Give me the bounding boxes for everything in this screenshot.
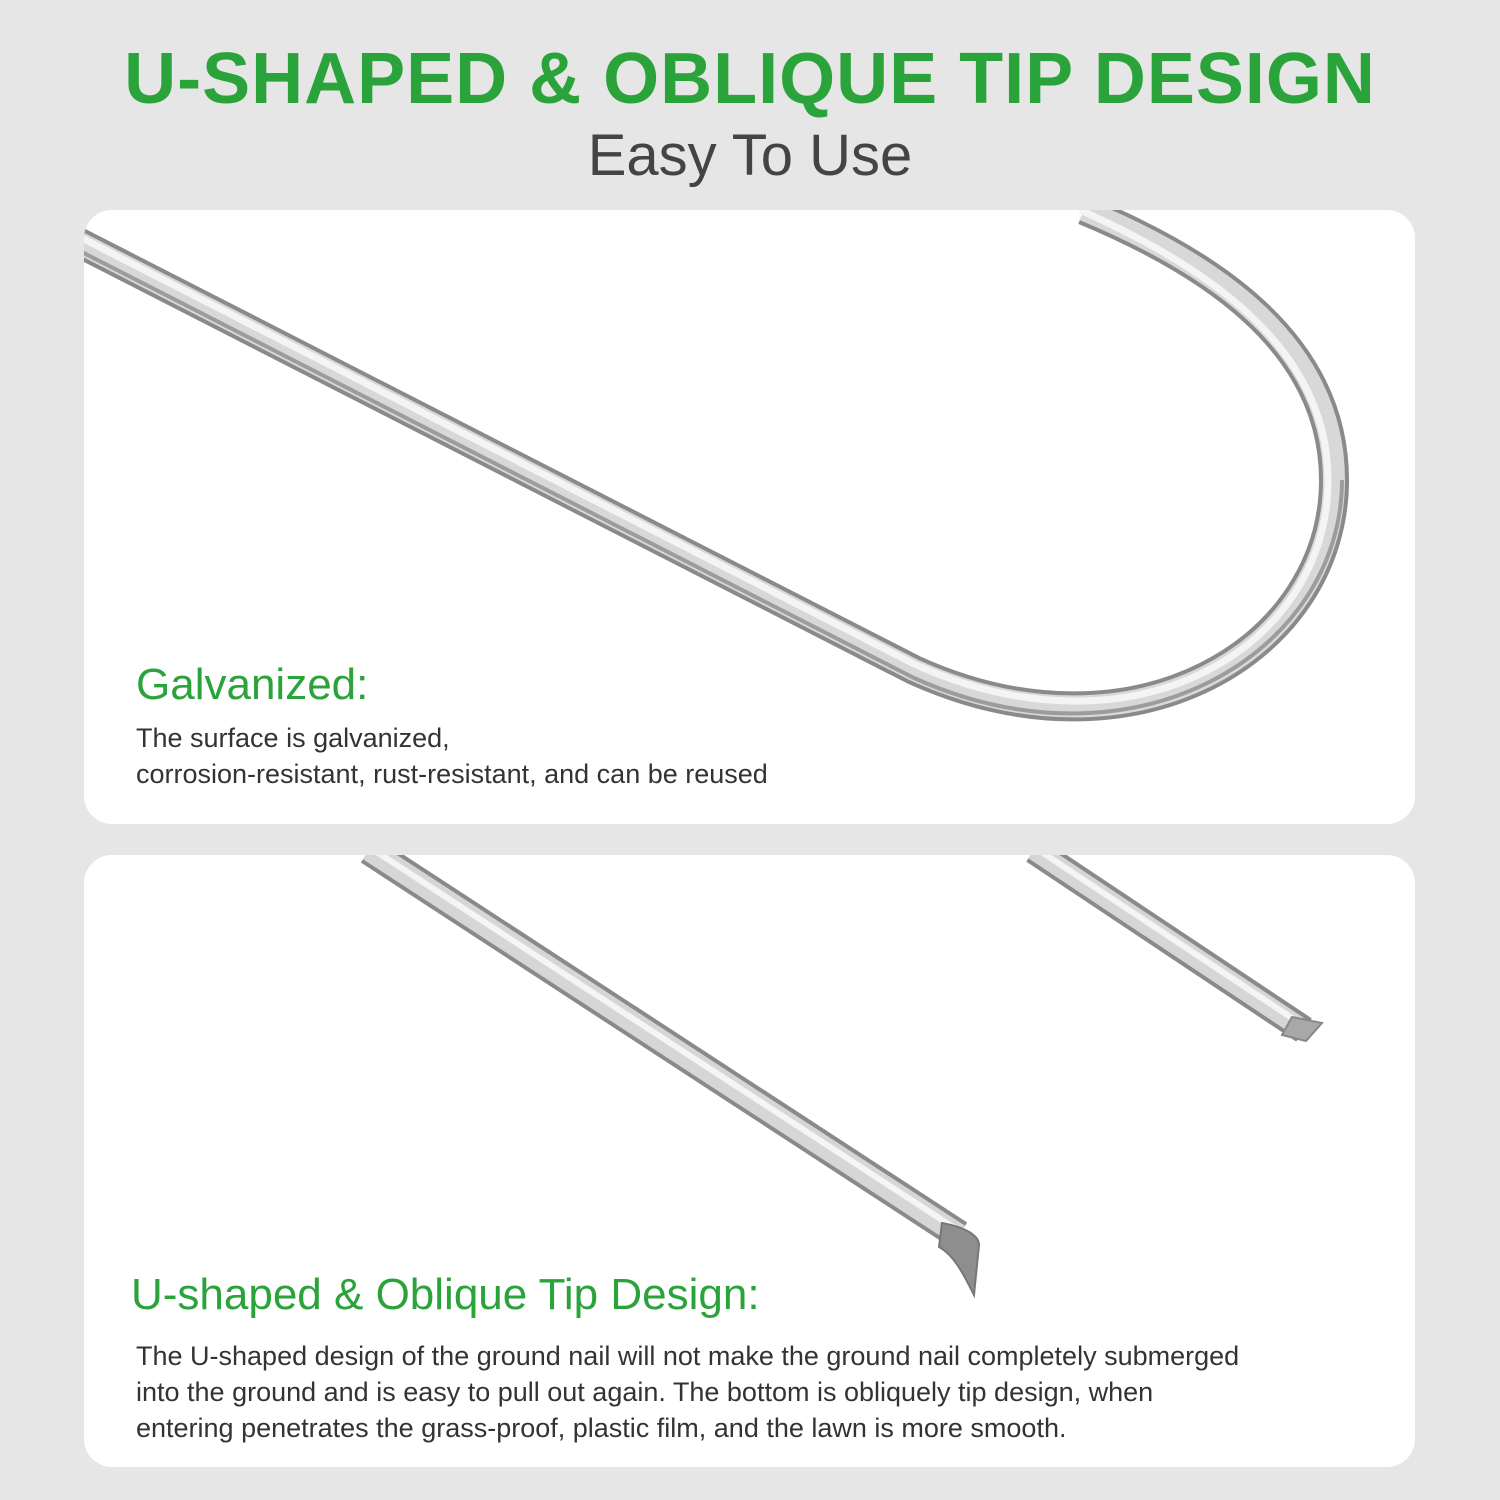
description-line: into the ground and is easy to pull out again. The bottom is obliquely tip design, when: [136, 1377, 1154, 1407]
galvanized-title: Galvanized:: [136, 660, 369, 709]
description-line: entering penetrates the grass-proof, plastic film, and the lawn is more smooth.: [136, 1413, 1067, 1443]
left-tip-face: [939, 1223, 979, 1295]
galvanized-description: [136, 720, 1036, 792]
galvanized-feature-card: [84, 210, 1415, 824]
description-line: The U-shaped design of the ground nail will not make the ground nail completely submerged: [136, 1341, 1240, 1371]
page-title: U-SHAPED & OBLIQUE TIP DESIGN: [124, 39, 1376, 119]
description-line: corrosion-resistant, rust-resistant, and can be reused: [136, 759, 768, 789]
oblique-tip-title: U-shaped & Oblique Tip Design:: [131, 1270, 760, 1319]
oblique-tip-description: [136, 1338, 1386, 1446]
description-line: The surface is galvanized,: [136, 723, 450, 753]
page-subtitle: Easy To Use: [587, 123, 913, 188]
oblique-tip-feature-card: [84, 855, 1415, 1467]
